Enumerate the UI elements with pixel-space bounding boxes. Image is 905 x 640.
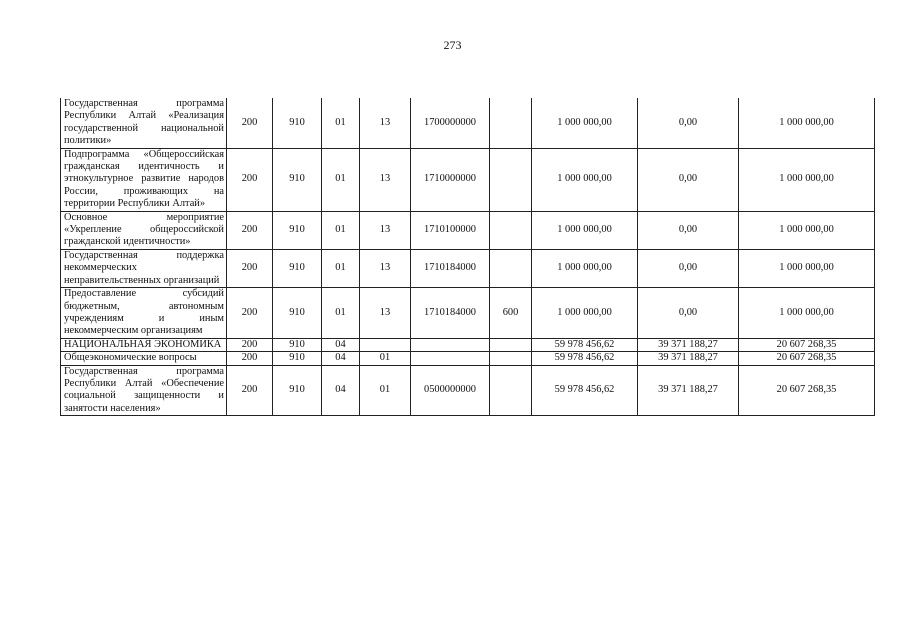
cell-type bbox=[490, 249, 532, 287]
cell-admin: 200 bbox=[227, 98, 273, 148]
cell-subsection: 13 bbox=[360, 249, 411, 287]
cell-regional: 20 607 268,35 bbox=[739, 352, 875, 365]
cell-total: 1 000 000,00 bbox=[532, 98, 638, 148]
cell-ministry: 910 bbox=[273, 249, 322, 287]
cell-federal: 0,00 bbox=[638, 249, 739, 287]
cell-type bbox=[490, 98, 532, 148]
cell-subsection: 13 bbox=[360, 98, 411, 148]
cell-type: 600 bbox=[490, 288, 532, 339]
cell-target: 1710184000 bbox=[411, 249, 490, 287]
cell-admin: 200 bbox=[227, 249, 273, 287]
row-name: Государственная поддержка некоммерческих неправительственных организаций bbox=[61, 249, 227, 287]
cell-total: 59 978 456,62 bbox=[532, 365, 638, 416]
cell-section: 01 bbox=[322, 148, 360, 211]
cell-federal: 39 371 188,27 bbox=[638, 352, 739, 365]
table-row bbox=[61, 365, 875, 416]
table-row bbox=[61, 148, 875, 211]
cell-ministry: 910 bbox=[273, 352, 322, 365]
cell-section: 04 bbox=[322, 352, 360, 365]
cell-target bbox=[411, 338, 490, 351]
row-name: Подпрограмма «Общероссийская гражданская идентичность и этнокультурное развитие народов России, проживающих на территории Республики Алтай» bbox=[61, 148, 227, 211]
cell-subsection: 01 bbox=[360, 352, 411, 365]
cell-federal: 0,00 bbox=[638, 288, 739, 339]
cell-admin: 200 bbox=[227, 148, 273, 211]
cell-type bbox=[490, 365, 532, 416]
row-name: Основное мероприятие «Укрепление общероссийской гражданской идентичности» bbox=[61, 211, 227, 249]
row-name: Государственная программа Республики Алтай «Обеспечение социальной защищенности и занятости населения» bbox=[61, 365, 227, 416]
cell-section: 04 bbox=[322, 365, 360, 416]
cell-federal: 0,00 bbox=[638, 211, 739, 249]
cell-federal: 39 371 188,27 bbox=[638, 338, 739, 351]
cell-ministry: 910 bbox=[273, 98, 322, 148]
cell-admin: 200 bbox=[227, 365, 273, 416]
cell-target: 1710100000 bbox=[411, 211, 490, 249]
cell-federal: 39 371 188,27 bbox=[638, 365, 739, 416]
page-number: 273 bbox=[443, 38, 462, 52]
cell-section: 01 bbox=[322, 288, 360, 339]
table-row bbox=[61, 288, 875, 339]
cell-ministry: 910 bbox=[273, 211, 322, 249]
budget-table bbox=[60, 98, 875, 416]
cell-total: 59 978 456,62 bbox=[532, 352, 638, 365]
cell-section: 01 bbox=[322, 98, 360, 148]
cell-total: 1 000 000,00 bbox=[532, 249, 638, 287]
row-name: НАЦИОНАЛЬНАЯ ЭКОНОМИКА bbox=[61, 338, 227, 351]
cell-target: 1700000000 bbox=[411, 98, 490, 148]
cell-section: 01 bbox=[322, 211, 360, 249]
row-name: Государственная программа Республики Алтай «Реализация государственной национальной политики» bbox=[61, 98, 227, 148]
table-row bbox=[61, 211, 875, 249]
table-row bbox=[61, 249, 875, 287]
cell-ministry: 910 bbox=[273, 148, 322, 211]
cell-admin: 200 bbox=[227, 338, 273, 351]
cell-regional: 1 000 000,00 bbox=[739, 211, 875, 249]
cell-target: 1710184000 bbox=[411, 288, 490, 339]
cell-target bbox=[411, 352, 490, 365]
cell-total: 1 000 000,00 bbox=[532, 211, 638, 249]
cell-target: 0500000000 bbox=[411, 365, 490, 416]
cell-type bbox=[490, 338, 532, 351]
cell-regional: 20 607 268,35 bbox=[739, 365, 875, 416]
row-name: Общеэкономические вопросы bbox=[61, 352, 227, 365]
cell-admin: 200 bbox=[227, 352, 273, 365]
cell-subsection: 01 bbox=[360, 365, 411, 416]
cell-ministry: 910 bbox=[273, 338, 322, 351]
cell-admin: 200 bbox=[227, 211, 273, 249]
cell-subsection: 13 bbox=[360, 288, 411, 339]
cell-regional: 1 000 000,00 bbox=[739, 288, 875, 339]
row-name: Предоставление субсидий бюджетным, автономным учреждениям и иным некоммерческим организациям bbox=[61, 288, 227, 339]
cell-ministry: 910 bbox=[273, 288, 322, 339]
cell-regional: 1 000 000,00 bbox=[739, 148, 875, 211]
table-row bbox=[61, 98, 875, 148]
cell-federal: 0,00 bbox=[638, 148, 739, 211]
cell-subsection: 13 bbox=[360, 211, 411, 249]
cell-section: 01 bbox=[322, 249, 360, 287]
cell-type bbox=[490, 148, 532, 211]
table-row bbox=[61, 338, 875, 351]
cell-admin: 200 bbox=[227, 288, 273, 339]
cell-subsection: 13 bbox=[360, 148, 411, 211]
cell-type bbox=[490, 211, 532, 249]
cell-ministry: 910 bbox=[273, 365, 322, 416]
cell-regional: 20 607 268,35 bbox=[739, 338, 875, 351]
cell-regional: 1 000 000,00 bbox=[739, 249, 875, 287]
cell-target: 1710000000 bbox=[411, 148, 490, 211]
cell-type bbox=[490, 352, 532, 365]
cell-section: 04 bbox=[322, 338, 360, 351]
cell-regional: 1 000 000,00 bbox=[739, 98, 875, 148]
cell-total: 59 978 456,62 bbox=[532, 338, 638, 351]
table-row bbox=[61, 352, 875, 365]
cell-total: 1 000 000,00 bbox=[532, 148, 638, 211]
cell-total: 1 000 000,00 bbox=[532, 288, 638, 339]
cell-subsection bbox=[360, 338, 411, 351]
cell-federal: 0,00 bbox=[638, 98, 739, 148]
